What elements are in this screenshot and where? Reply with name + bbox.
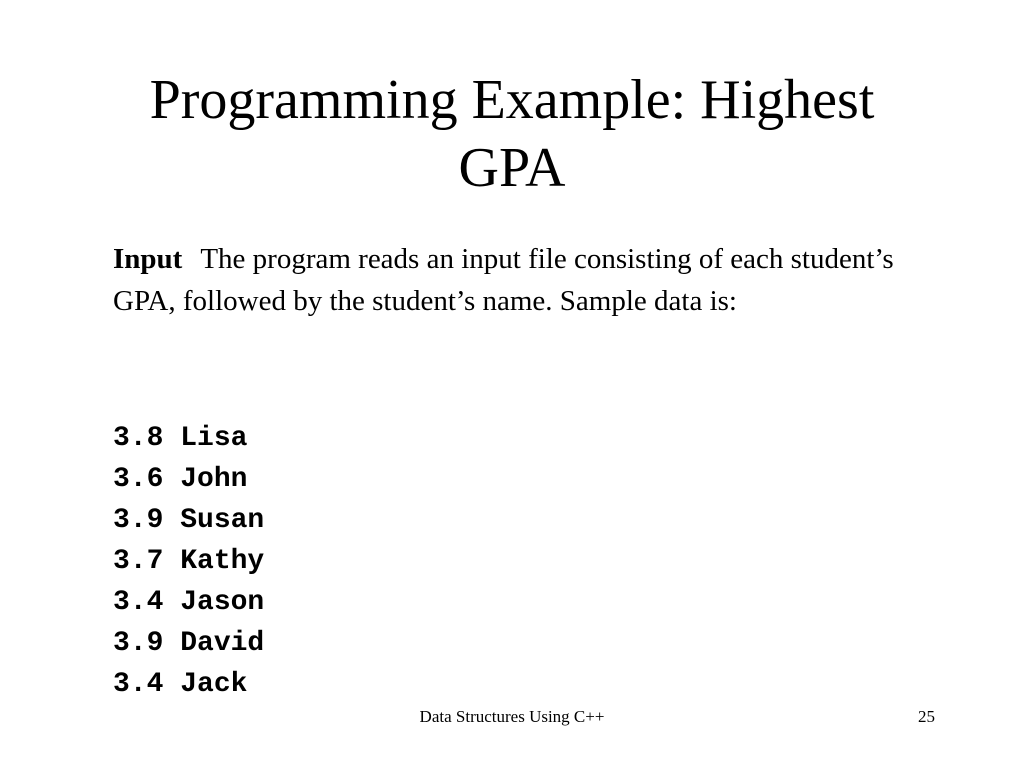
slide-title: [60, 66, 964, 202]
page-number: 25: [918, 707, 935, 726]
slide-title-line-1: Programming Example: Highest: [149, 69, 875, 131]
sample-data-line: 3.8 Lisa: [113, 423, 248, 454]
sample-data-line: 3.7 Kathy: [113, 546, 265, 577]
sample-data-line: 3.6 John: [113, 464, 248, 495]
sample-data-list: [113, 418, 264, 705]
input-label: Input: [113, 243, 183, 275]
footer-text: Data Structures Using C++: [419, 707, 605, 726]
slide-title-line-2: GPA: [458, 137, 566, 199]
sample-data-line: 3.4 Jason: [113, 587, 265, 618]
sample-data-line: 3.9 David: [113, 628, 265, 659]
sample-data-line: 3.4 Jack: [113, 669, 248, 700]
sample-data-line: 3.9 Susan: [113, 505, 265, 536]
input-description: [113, 238, 913, 322]
input-description-text: The program reads an input file consisting of each student’s GPA, followed by the student’s name. Sample data is:: [113, 243, 894, 317]
